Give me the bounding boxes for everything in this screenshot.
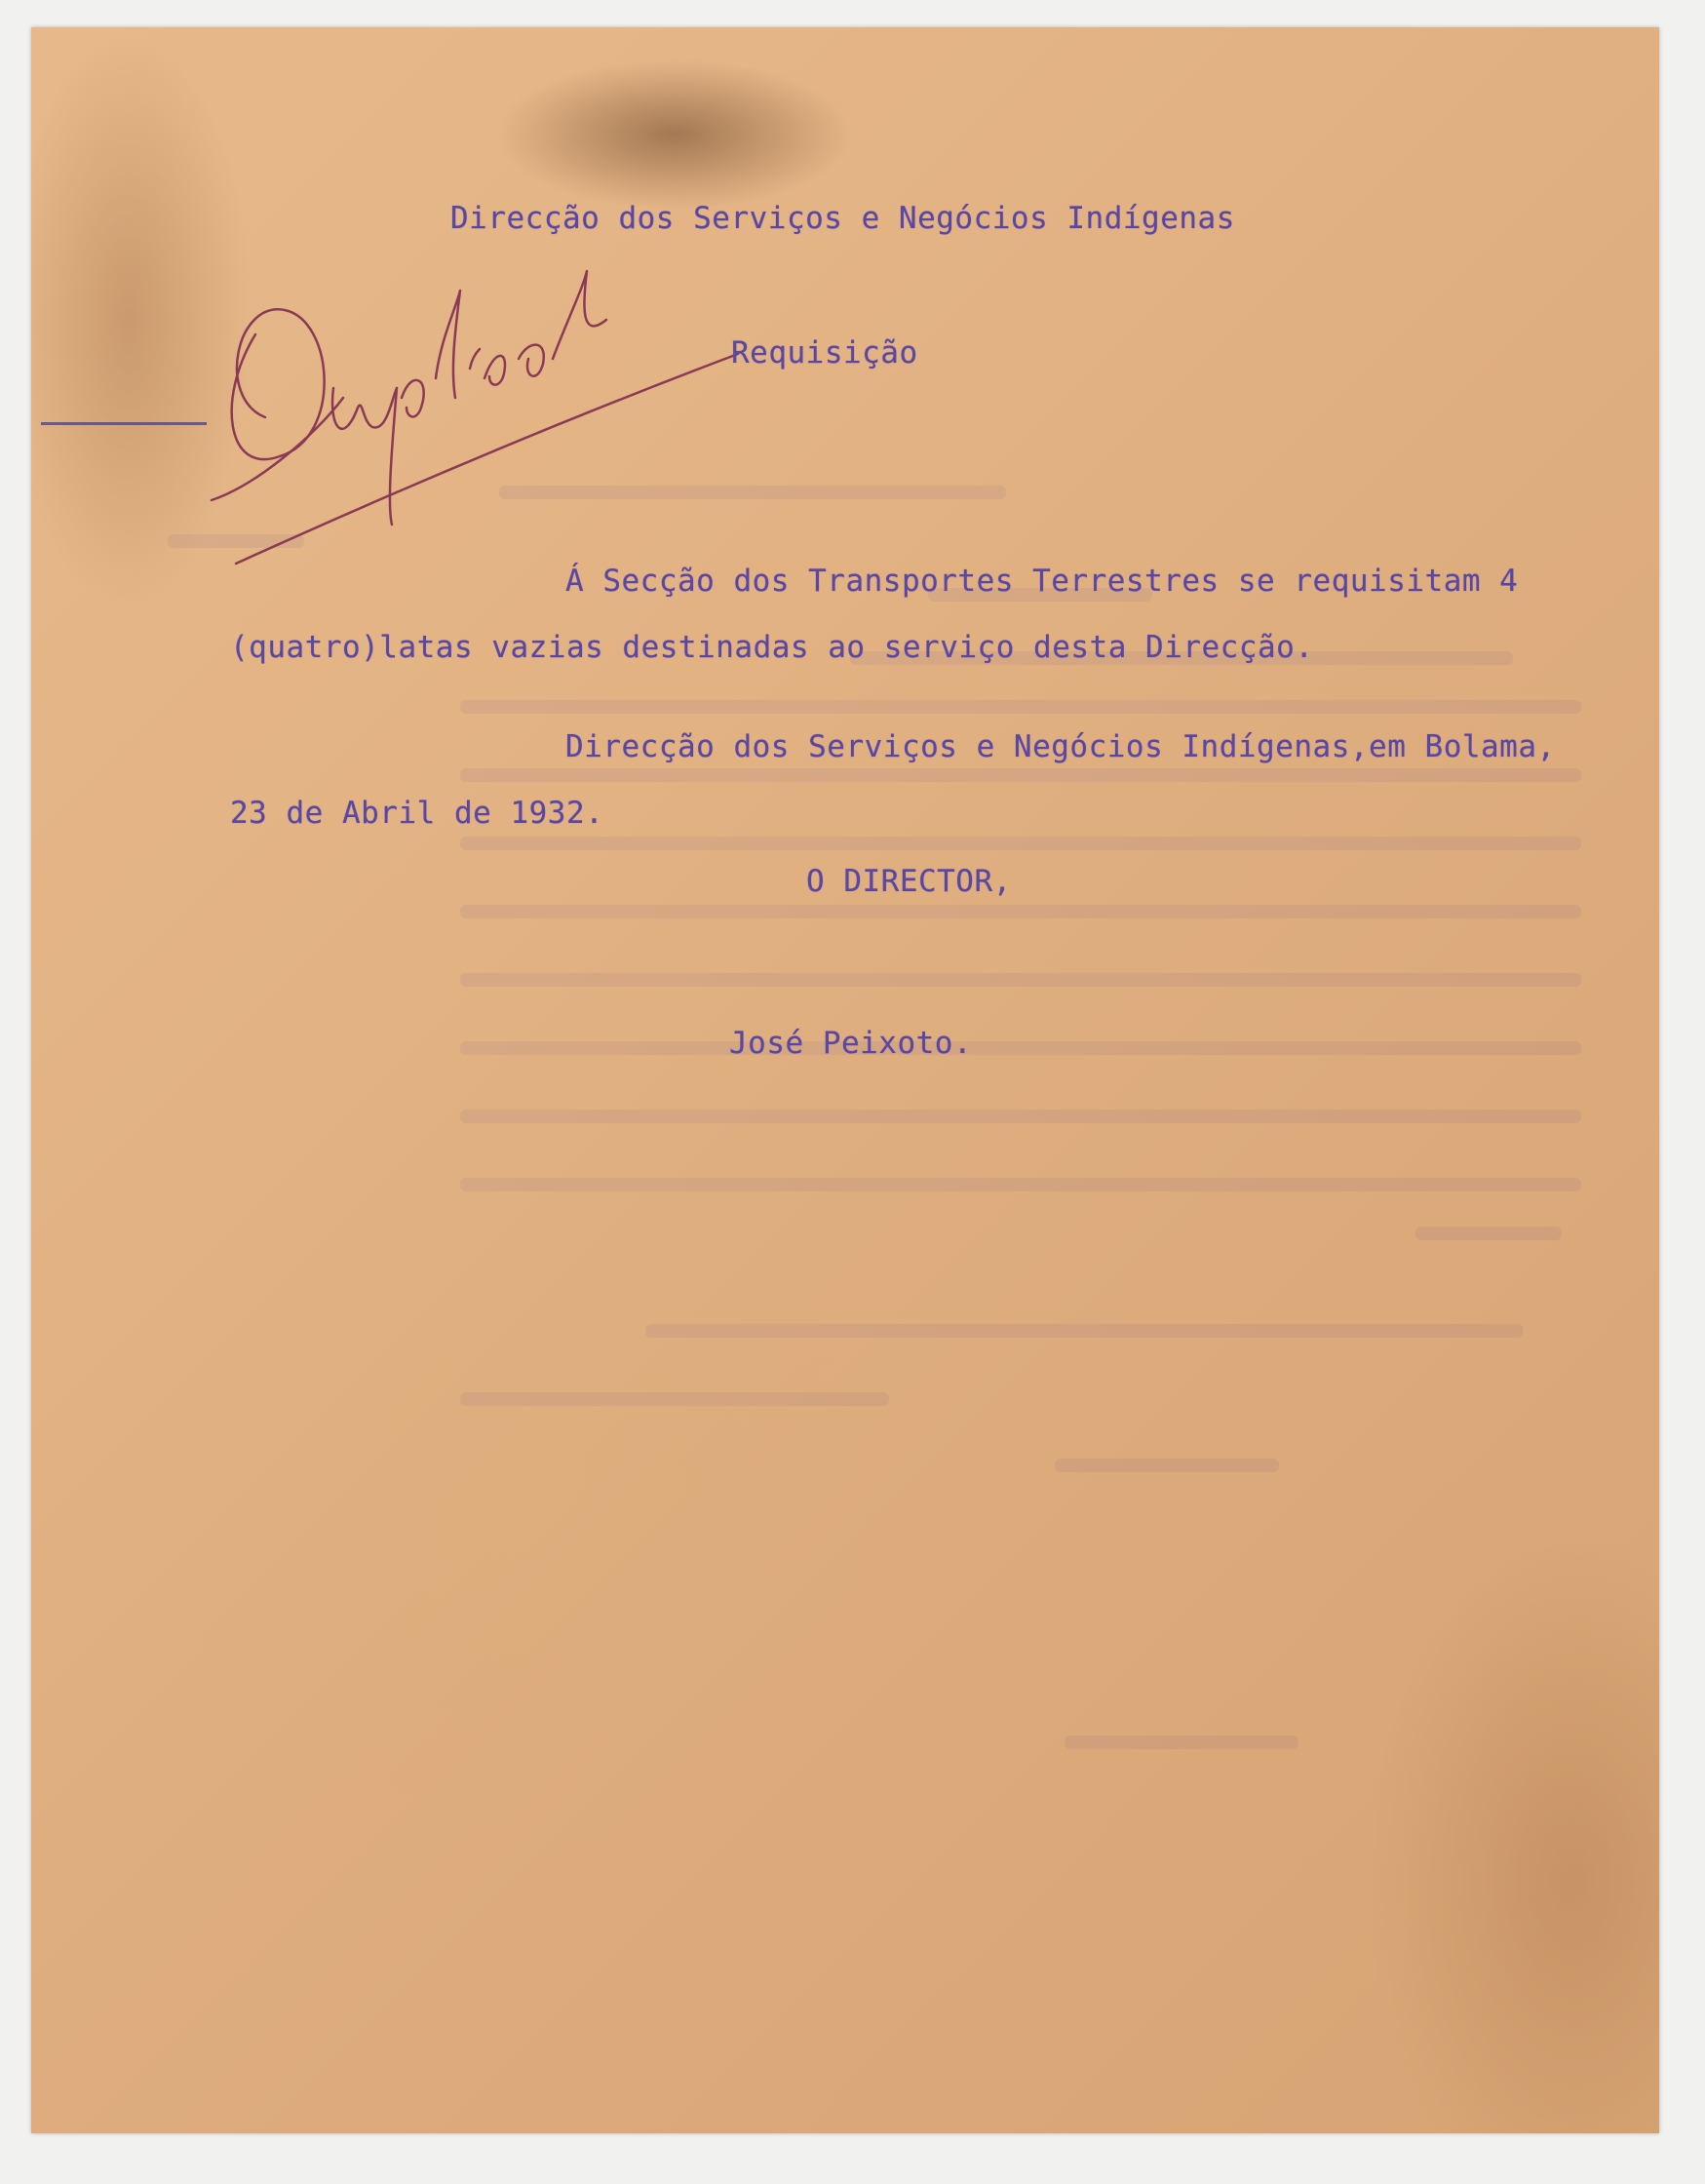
document-header: Direcção dos Serviços e Negócios Indígenas (450, 201, 1235, 236)
duplicado-handwriting (197, 252, 782, 573)
place-date-line-1: Direcção dos Serviços e Negócios Indígenas,em Bolama, (565, 729, 1556, 764)
paper-sheet (31, 27, 1659, 2133)
signatory-name: José Peixoto. (729, 1026, 973, 1061)
document-title: Requisição (731, 335, 918, 370)
body-line-2: (quatro)latas vazias destinadas ao serviço desta Direcção. (230, 630, 1314, 665)
ink-rule-mark (41, 422, 207, 425)
signatory-role: O DIRECTOR, (806, 864, 1012, 899)
body-line-1: Á Secção dos Transportes Terrestres se requisitam 4 (565, 564, 1519, 599)
place-date-line-2: 23 de Abril de 1932. (230, 796, 604, 831)
